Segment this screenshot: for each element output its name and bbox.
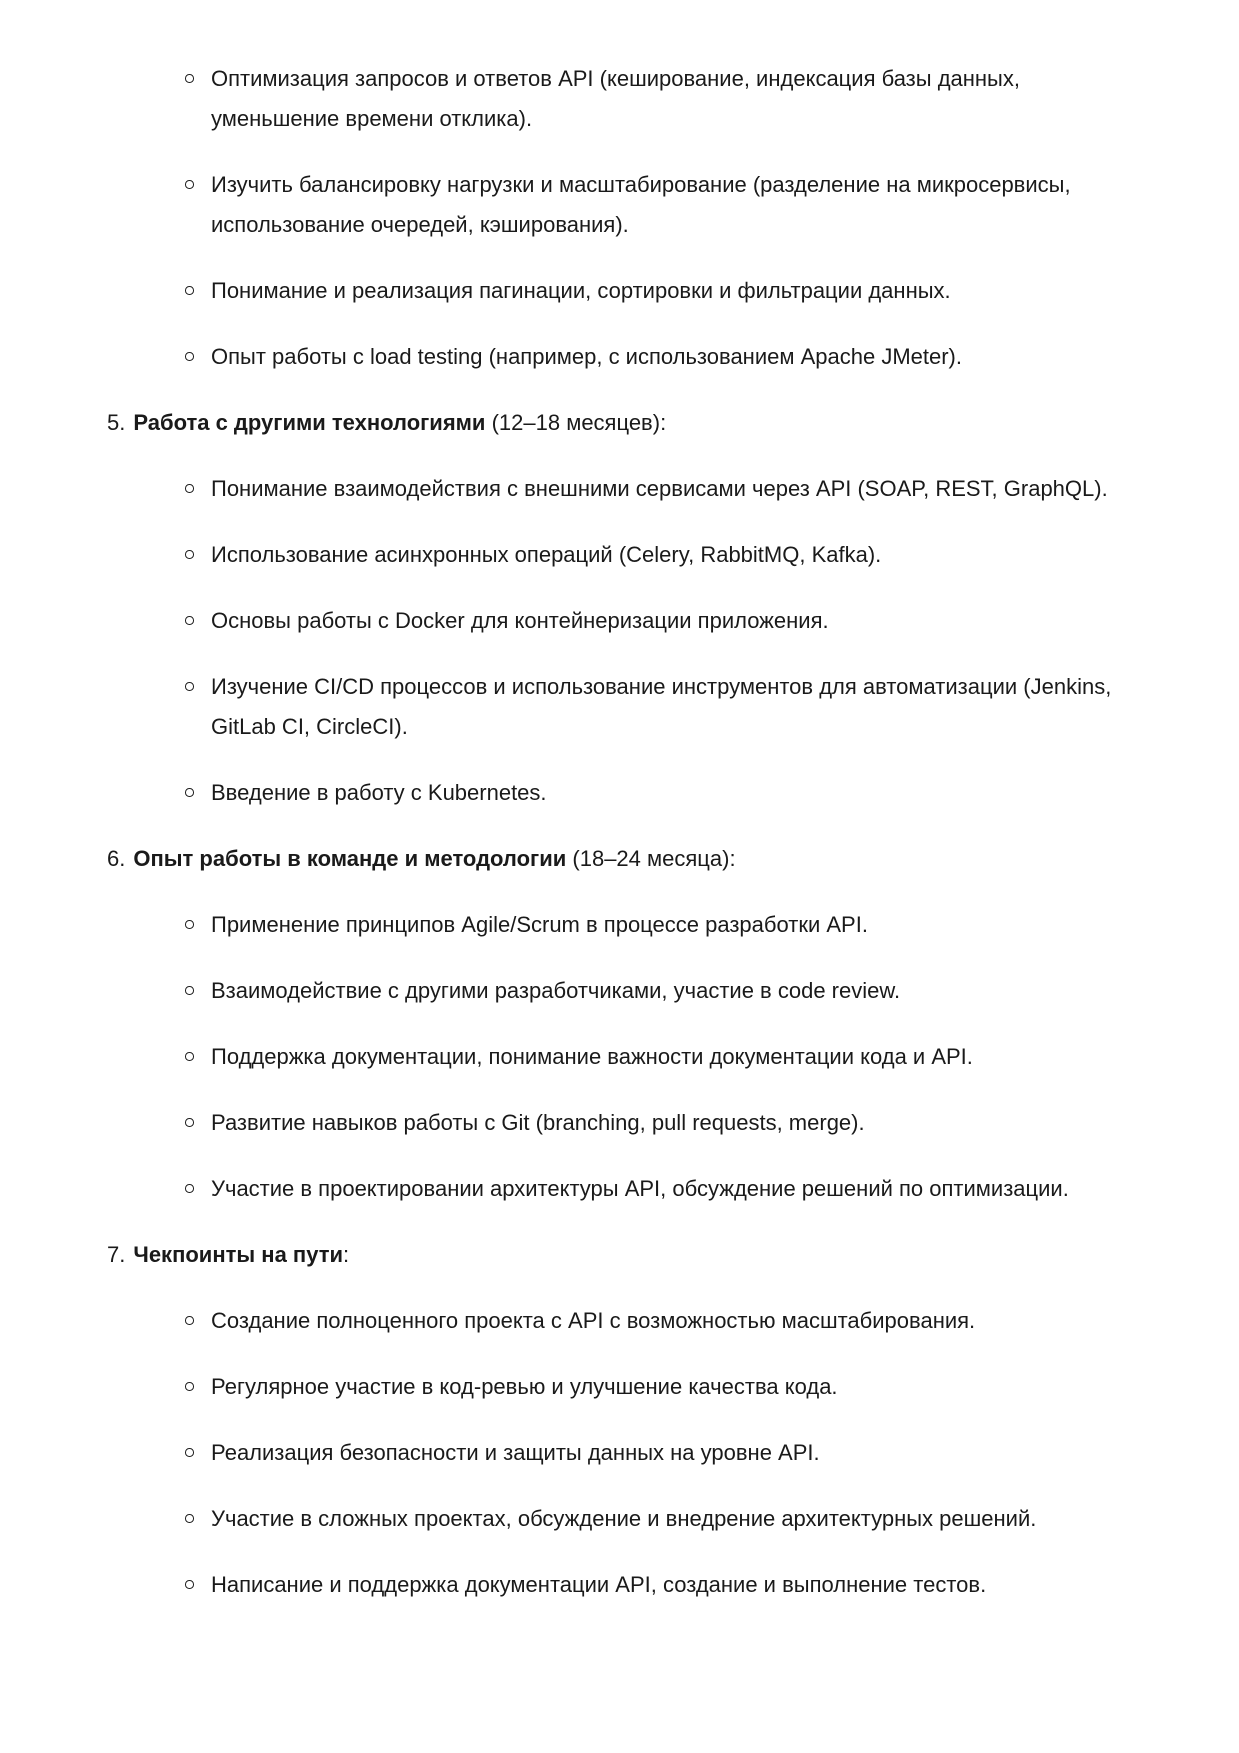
list-item	[107, 535, 1131, 575]
list-item-text: Основы работы с Docker для контейнеризации приложения.	[211, 608, 829, 633]
bullet-icon	[185, 1316, 194, 1325]
bullet-icon	[185, 74, 194, 83]
list-item	[107, 337, 1131, 377]
list-item-text: Развитие навыков работы с Git (branching, pull requests, merge).	[211, 1110, 865, 1135]
bullet-icon	[185, 550, 194, 559]
list-item	[107, 1037, 1131, 1077]
list-section-5	[107, 403, 1131, 813]
list-item-text: Регулярное участие в код-ревью и улучшение качества кода.	[211, 1374, 838, 1399]
list-item	[107, 1103, 1131, 1143]
list-item	[107, 905, 1131, 945]
list-item-text: Введение в работу с Kubernetes.	[211, 780, 547, 805]
list-item	[107, 601, 1131, 641]
list-section-top	[107, 59, 1131, 377]
bullet-icon	[185, 180, 194, 189]
list-item-text: Участие в сложных проектах, обсуждение и внедрение архитектурных решений.	[211, 1506, 1037, 1531]
list-item-text: Применение принципов Agile/Scrum в процессе разработки API.	[211, 912, 868, 937]
bullet-icon	[185, 1184, 194, 1193]
bullet-list	[107, 469, 1131, 813]
list-item	[107, 59, 1131, 139]
list-item-text: Оптимизация запросов и ответов API (кеширование, индексация базы данных, уменьшение времени отклика).	[211, 66, 1020, 131]
section-title: Опыт работы в команде и методологии	[133, 846, 567, 871]
list-item-text: Создание полноценного проекта с API с возможностью масштабирования.	[211, 1308, 976, 1333]
list-item	[107, 1565, 1131, 1605]
list-item	[107, 271, 1131, 311]
bullet-list	[107, 905, 1131, 1209]
list-item	[107, 469, 1131, 509]
list-item-text: Участие в проектировании архитектуры API, обсуждение решений по оптимизации.	[211, 1176, 1069, 1201]
section-number: 7.	[107, 1242, 126, 1267]
bullet-icon	[185, 788, 194, 797]
list-item-text: Понимание и реализация пагинации, сортировки и фильтрации данных.	[211, 278, 951, 303]
bullet-icon	[185, 616, 194, 625]
list-item-text: Опыт работы с load testing (например, с использованием Apache JMeter).	[211, 344, 962, 369]
bullet-icon	[185, 352, 194, 361]
list-item-text: Поддержка документации, понимание важности документации кода и API.	[211, 1044, 973, 1069]
list-item	[107, 971, 1131, 1011]
bullet-icon	[185, 484, 194, 493]
list-item	[107, 1433, 1131, 1473]
bullet-icon	[185, 1052, 194, 1061]
section-header	[107, 403, 1131, 443]
list-item-text: Изучение CI/CD процессов и использование инструментов для автоматизации (Jenkins, GitLab CI, CircleCI).	[211, 674, 1112, 739]
section-suffix: (18–24 месяца):	[566, 846, 736, 871]
section-number: 5.	[107, 410, 126, 435]
bullet-icon	[185, 986, 194, 995]
list-item-text: Реализация безопасности и защиты данных на уровне API.	[211, 1440, 820, 1465]
bullet-list	[107, 1301, 1131, 1605]
section-title: Чекпоинты на пути	[133, 1242, 344, 1267]
list-item	[107, 1301, 1131, 1341]
list-item	[107, 165, 1131, 245]
list-item-text: Понимание взаимодействия с внешними сервисами через API (SOAP, REST, GraphQL).	[211, 476, 1108, 501]
section-suffix: :	[343, 1242, 350, 1267]
section-header	[107, 1235, 1131, 1275]
bullet-icon	[185, 920, 194, 929]
list-item	[107, 667, 1131, 747]
bullet-list	[107, 59, 1131, 377]
section-title: Работа с другими технологиями	[133, 410, 486, 435]
list-section-6	[107, 839, 1131, 1209]
bullet-icon	[185, 1118, 194, 1127]
list-item-text: Изучить балансировку нагрузки и масштабирование (разделение на микросервисы, использование очередей, кэширования).	[211, 172, 1071, 237]
section-header	[107, 839, 1131, 879]
list-item	[107, 1499, 1131, 1539]
bullet-icon	[185, 286, 194, 295]
list-item	[107, 1169, 1131, 1209]
section-suffix: (12–18 месяцев):	[485, 410, 667, 435]
bullet-icon	[185, 1382, 194, 1391]
bullet-icon	[185, 1448, 194, 1457]
list-item-text: Использование асинхронных операций (Celery, RabbitMQ, Kafka).	[211, 542, 882, 567]
list-item	[107, 773, 1131, 813]
list-section-7	[107, 1235, 1131, 1605]
list-item	[107, 1367, 1131, 1407]
list-item-text: Взаимодействие с другими разработчиками, участие в code review.	[211, 978, 901, 1003]
section-number: 6.	[107, 846, 126, 871]
list-item-text: Написание и поддержка документации API, создание и выполнение тестов.	[211, 1572, 987, 1597]
bullet-icon	[185, 1580, 194, 1589]
bullet-icon	[185, 682, 194, 691]
bullet-icon	[185, 1514, 194, 1523]
